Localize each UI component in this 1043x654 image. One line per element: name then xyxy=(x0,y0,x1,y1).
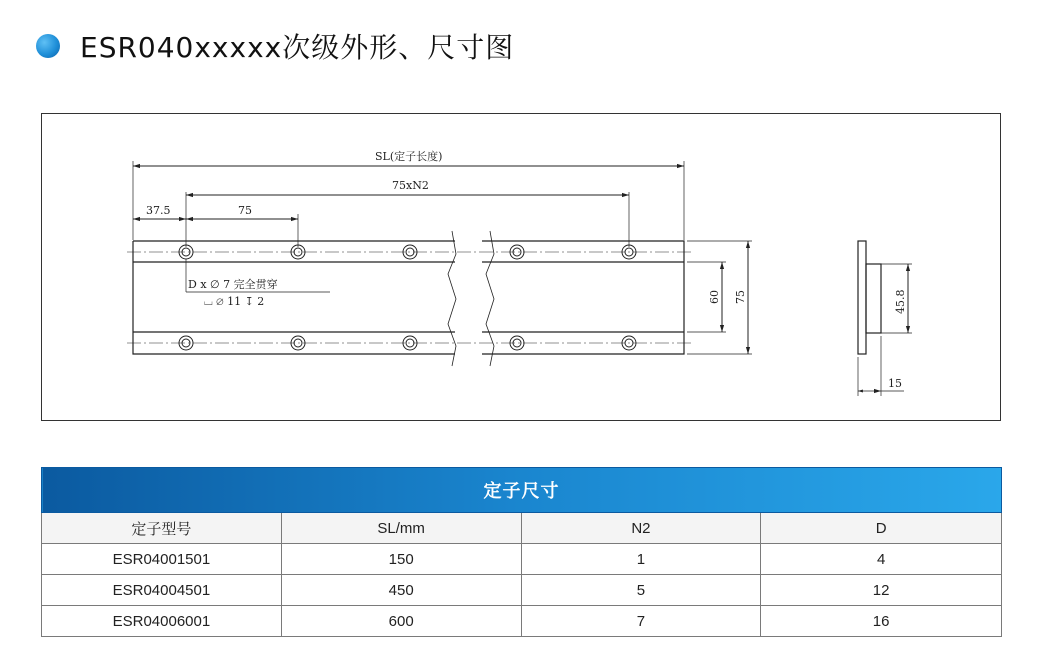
outer-height-dim-label: 75 xyxy=(734,290,747,304)
drawing-svg xyxy=(42,114,1000,420)
pitch-dim-label: 75 xyxy=(238,204,252,217)
dimension-drawing xyxy=(41,113,1001,421)
cell-model: ESR04006001 xyxy=(42,606,282,637)
cell-sl: 150 xyxy=(281,544,521,575)
sl-dim-label: SL(定子长度) xyxy=(375,150,443,163)
hole-note-line2: ⌴ ∅ 11 ↧ 2 xyxy=(204,295,265,308)
page-title: ESR040xxxxx次级外形、尺寸图 xyxy=(80,31,515,64)
cell-n2: 5 xyxy=(521,575,761,606)
cell-sl: 450 xyxy=(281,575,521,606)
inner-height-dim-label: 60 xyxy=(708,290,721,304)
table-row xyxy=(42,544,1002,575)
cell-model: ESR04004501 xyxy=(42,575,282,606)
thickness-dim-label: 15 xyxy=(888,377,902,390)
stator-size-table xyxy=(41,467,1002,637)
table-banner: 定子尺寸 xyxy=(42,468,1002,513)
pitch-total-dim-label: 75xN2 xyxy=(392,179,429,192)
header-d: D xyxy=(761,513,1002,544)
cell-sl: 600 xyxy=(281,606,521,637)
cell-n2: 7 xyxy=(521,606,761,637)
header-n2: N2 xyxy=(521,513,761,544)
offset-dim-label: 37.5 xyxy=(146,204,171,217)
table-row xyxy=(42,575,1002,606)
cell-model: ESR04001501 xyxy=(42,544,282,575)
cell-d: 16 xyxy=(761,606,1002,637)
hole-note-line1: D x ∅ 7 完全贯穿 xyxy=(188,278,278,291)
cell-d: 4 xyxy=(761,544,1002,575)
side-height-dim-label: 45.8 xyxy=(894,289,907,314)
table-header-row xyxy=(42,513,1002,544)
cell-n2: 1 xyxy=(521,544,761,575)
bullet-icon xyxy=(36,34,60,58)
header-model: 定子型号 xyxy=(42,513,282,544)
title-row xyxy=(36,26,514,66)
table-row xyxy=(42,606,1002,637)
cell-d: 12 xyxy=(761,575,1002,606)
header-sl: SL/mm xyxy=(281,513,521,544)
